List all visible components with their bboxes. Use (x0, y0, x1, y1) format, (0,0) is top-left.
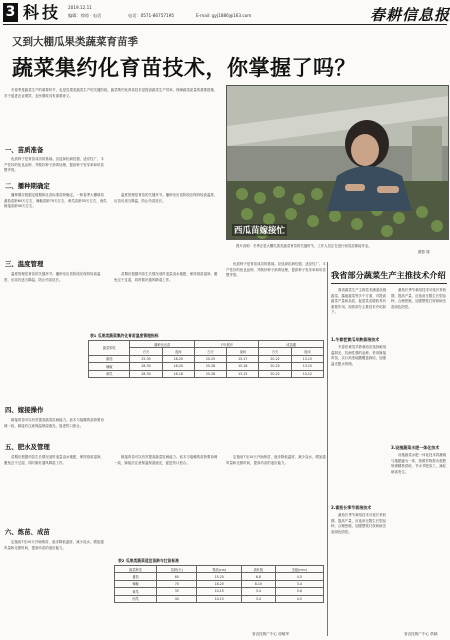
table-row (89, 363, 324, 370)
sidebar-item-1-body: 冬春茬黄瓜早熟栽培应选择耐低温弱光、抗病性强的品种，采用嫁接育苗，实行高垄地膜覆盖栽培，加强温光肥水管理。 (331, 345, 387, 366)
table2-cell: 6-8 (242, 573, 276, 580)
photo-seedling-grafting (226, 85, 449, 240)
table2-header-cell: 苗龄(天) (157, 566, 197, 573)
table2-cell: 黄瓜 (115, 588, 157, 595)
right-footer-credit: 省农技推广中心 供稿 (404, 632, 438, 636)
section-heading-6: 六、炼苗、成苗 (5, 528, 50, 536)
table2-cell: 10-15 (197, 588, 242, 595)
table2-cell: 3-4 (275, 580, 323, 587)
table1-cell: 20-22 (259, 370, 291, 377)
sidebar-divider (327, 262, 328, 636)
table2-header-cell: 茎粗(mm) (275, 566, 323, 573)
section-body-3: 温度管理是育苗的关键环节。播种至出苗阶段应保持较高温度，出苗后适当降温，防止幼苗徒长。 (4, 272, 101, 282)
section-body-4: 嫁接育苗可以有效提高蔬菜抗病能力。砧木与接穗的苗龄要协调一致，嫁接后注意保温保湿遮光，促进伤口愈合。 (4, 418, 104, 428)
table1-cell: 13-15 (291, 363, 323, 370)
table-row (89, 355, 324, 362)
table2-header-cell: 真叶数 (242, 566, 276, 573)
table1-cell: 25-28 (194, 363, 226, 370)
table2-cell: 15-20 (197, 573, 242, 580)
table1-cell: 18-20 (162, 363, 194, 370)
sidebar-title-rule (331, 283, 447, 284)
sidebar-item-1-title: 1.冬春茬黄瓜早熟栽培技术 (331, 337, 380, 342)
photo-overlay-caption: 西瓜苗嫁接忙 (234, 226, 286, 236)
email-line: E-mail: gyj1886@163.com (196, 13, 252, 18)
table1-subheader-cell: 夜间 (162, 348, 194, 355)
section-heading-3: 三、温度管理 (5, 260, 44, 268)
table1-cell: 15-17 (227, 355, 259, 362)
table-row (115, 588, 324, 595)
section-body-6: 定植前7至10天开始炼苗，逐步降低温度、减少浇水，增加通风量和光照时间，提高幼苗的适应能力。 (4, 540, 104, 550)
section-heading-4: 四、嫁接操作 (5, 406, 44, 414)
table1-cell: 20-25 (194, 355, 226, 362)
table1-cell: 13-15 (291, 355, 323, 362)
table1-cell: 20-22 (259, 355, 291, 362)
section-body-5-cont: 嫁接育苗可以有效提高蔬菜抗病能力。砧木与接穗的苗龄要协调一致，嫁接后注意保温保湿遮光，促进伤口愈合。 (114, 455, 218, 465)
table1-cell: 16-18 (162, 370, 194, 377)
table2-cell: 10-15 (197, 595, 242, 602)
section-heading-2: 二、播种期确定 (5, 182, 50, 190)
section-title: 科技 (23, 3, 62, 22)
table2-header-cell: 蔬菜种类 (115, 566, 157, 573)
table-row (89, 370, 324, 377)
table1-cell: 辣椒 (89, 363, 130, 370)
table1-cell: 25-28 (194, 370, 226, 377)
table2-cell: 40 (157, 595, 197, 602)
table2-header-cell: 株高(cm) (197, 566, 242, 573)
table1-cell: 15-18 (227, 363, 259, 370)
table2-cell: 番茄 (115, 573, 157, 580)
section-body-5-cont2: 定植前7至10天开始炼苗，逐步降低温度、减少浇水，增加通风量和光照时间，提高幼苗的适应能力。 (226, 455, 326, 465)
table1-title: 表1 瓜果类蔬菜集约化育苗温度管理指标 (90, 333, 159, 338)
table1-cell: 10-12 (291, 370, 323, 377)
table1-header-cell: 蔬菜种类 (89, 341, 130, 356)
table1-cell: 13-15 (227, 370, 259, 377)
section-body-5: 苗期应根据幼苗生长情况适时适量浇水施肥，保持基质湿润，避免过干过湿，同时做好通风降湿工作。 (4, 455, 104, 465)
masthead-rule (3, 24, 447, 25)
photo-caption: 图片说明：冬季正是大棚瓜果类蔬菜育苗的关键时节，工作人员正在进行西瓜苗嫁接作业。 (236, 244, 372, 248)
section-body-3-cont2: 优质种子是育苗成功的基础。应选择抗病性强、适应性广、丰产性好的优良品种，并做好种子消毒处理，提高种子发芽率和幼苗整齐度。 (226, 262, 326, 278)
table1-cell: 28-30 (130, 370, 162, 377)
sidebar-item-3-title: 3.设施蔬菜水肥一体化技术 (391, 445, 440, 450)
table1-subheader-cell: 白天 (259, 348, 291, 355)
phone-line: 电话：0571-86757195 (128, 13, 175, 18)
paper-name-logo: 春耕信息报 (370, 6, 450, 24)
table1-cell: 18-20 (162, 355, 194, 362)
sidebar-item-2-title: 2.番茄长季节栽培技术 (331, 505, 372, 510)
table2-cell: 8-10 (242, 580, 276, 587)
page-number-box: 3 (3, 3, 18, 22)
greenhouse-photo-illustration (227, 86, 448, 239)
table2-cell: 5-6 (275, 588, 323, 595)
section-body-1: 优质种子是育苗成功的基础。应选择抗病性强、适应性广、丰产性好的优良品种，并做好种子消毒处理，提高种子发芽率和幼苗整齐度。 (4, 157, 104, 173)
table2-cell: 3-4 (242, 588, 276, 595)
section-body-2-cont: 温度管理是育苗的关键环节。播种至出苗阶段应保持较高温度，出苗后适当降温，防止幼苗徒长。 (114, 193, 218, 203)
editor-line: 编辑：徐琼 · 电话 (68, 13, 102, 18)
table2-cell: 18-20 (197, 580, 242, 587)
table2-cell: 35 (157, 588, 197, 595)
table1-cell: 25-30 (130, 355, 162, 362)
table2-cell: 4-5 (275, 573, 323, 580)
table1-subheader-cell: 白天 (194, 348, 226, 355)
table1 (88, 340, 324, 378)
table2-cell: 3-4 (242, 595, 276, 602)
table1-header-cell: 子叶展开 (194, 341, 259, 348)
sidebar-item-3-body: 设施蔬菜水肥一体化技术将灌溉与施肥融为一体，按照作物需水需肥规律精准供给，节水节肥省工，减轻病害发生。 (391, 453, 447, 474)
table2-cell: 西瓜 (115, 595, 157, 602)
table1-header-cell: 播种至出苗 (130, 341, 195, 348)
table2-cell: 辣椒 (115, 580, 157, 587)
sidebar-col2-body: 番茄长季节栽培技术可延长采收期，提高产量，应选用无限生长型品种，合理密植，加强整枝打杈和病虫害绿色防控。 (391, 288, 447, 309)
table2-cell: 60 (157, 573, 197, 580)
sidebar-item-2-body: 番茄长季节栽培技术可延长采收期，提高产量，应选用无限生长型品种，合理密植，加强整枝打杈和病虫害绿色防控。 (331, 513, 387, 534)
table1-subheader-cell: 夜间 (291, 348, 323, 355)
left-footer-credit: 省农技推广中心 周敏华 (252, 632, 290, 636)
table1-header-cell: 成苗期 (259, 341, 324, 348)
photo-credit: 摄影 陈 (418, 250, 430, 254)
sidebar-intro: 我省蔬菜生产主推技术涵盖设施蔬菜、露地蔬菜等多个方面，对提高蔬菜产量和品质，促进菜农增收具有重要作用。现将部分主推技术介绍如下。 (331, 288, 387, 315)
headline-title: 蔬菜集约化育苗技术，你掌握了吗？ (12, 56, 356, 80)
section-body-2: 播种期应根据定植期和壮苗标准苗龄确定。一般春季大棚栽培番茄苗龄60天左右，辣椒苗龄70天左右，黄瓜苗龄35天左右，西瓜嫁接苗龄40天左右。 (4, 193, 107, 209)
section-heading-1: 一、苗质准备 (5, 146, 44, 154)
lead-paragraph: 冬春季是蔬菜生产的重要时节，也是瓜果类蔬菜生产的关键阶段。蔬菜集约化育苗技术是提高蔬菜生产效率、保障蔬菜质量的重要措施，对于促进农业增效、农民增收具有重要意义。 (4, 88, 218, 98)
section-heading-5: 五、肥水及管理 (5, 443, 50, 451)
issue-date: 2019.12.11 (68, 5, 92, 10)
table1-cell: 20-25 (259, 363, 291, 370)
sidebar-title: 我省部分蔬菜生产主推技术介绍 (331, 270, 446, 280)
table1-cell: 番茄 (89, 355, 130, 362)
table2-cell: 4-5 (275, 595, 323, 602)
table-row (115, 580, 324, 587)
table2 (114, 565, 324, 603)
table2-title: 表2 瓜果类蔬菜适宜苗龄与壮苗标准 (118, 558, 179, 563)
table1-subheader-cell: 白天 (130, 348, 162, 355)
table1-subheader-cell: 夜间 (227, 348, 259, 355)
section-body-3-cont: 苗期应根据幼苗生长情况适时适量浇水施肥，保持基质湿润，避免过干过湿，同时做好通风降湿工作。 (114, 272, 218, 282)
table-row (115, 573, 324, 580)
headline-kicker: 又到大棚瓜果类蔬菜育苗季 (12, 36, 138, 48)
table1-cell: 28-30 (130, 363, 162, 370)
table1-cell: 黄瓜 (89, 370, 130, 377)
table2-cell: 70 (157, 580, 197, 587)
table-row (115, 595, 324, 602)
